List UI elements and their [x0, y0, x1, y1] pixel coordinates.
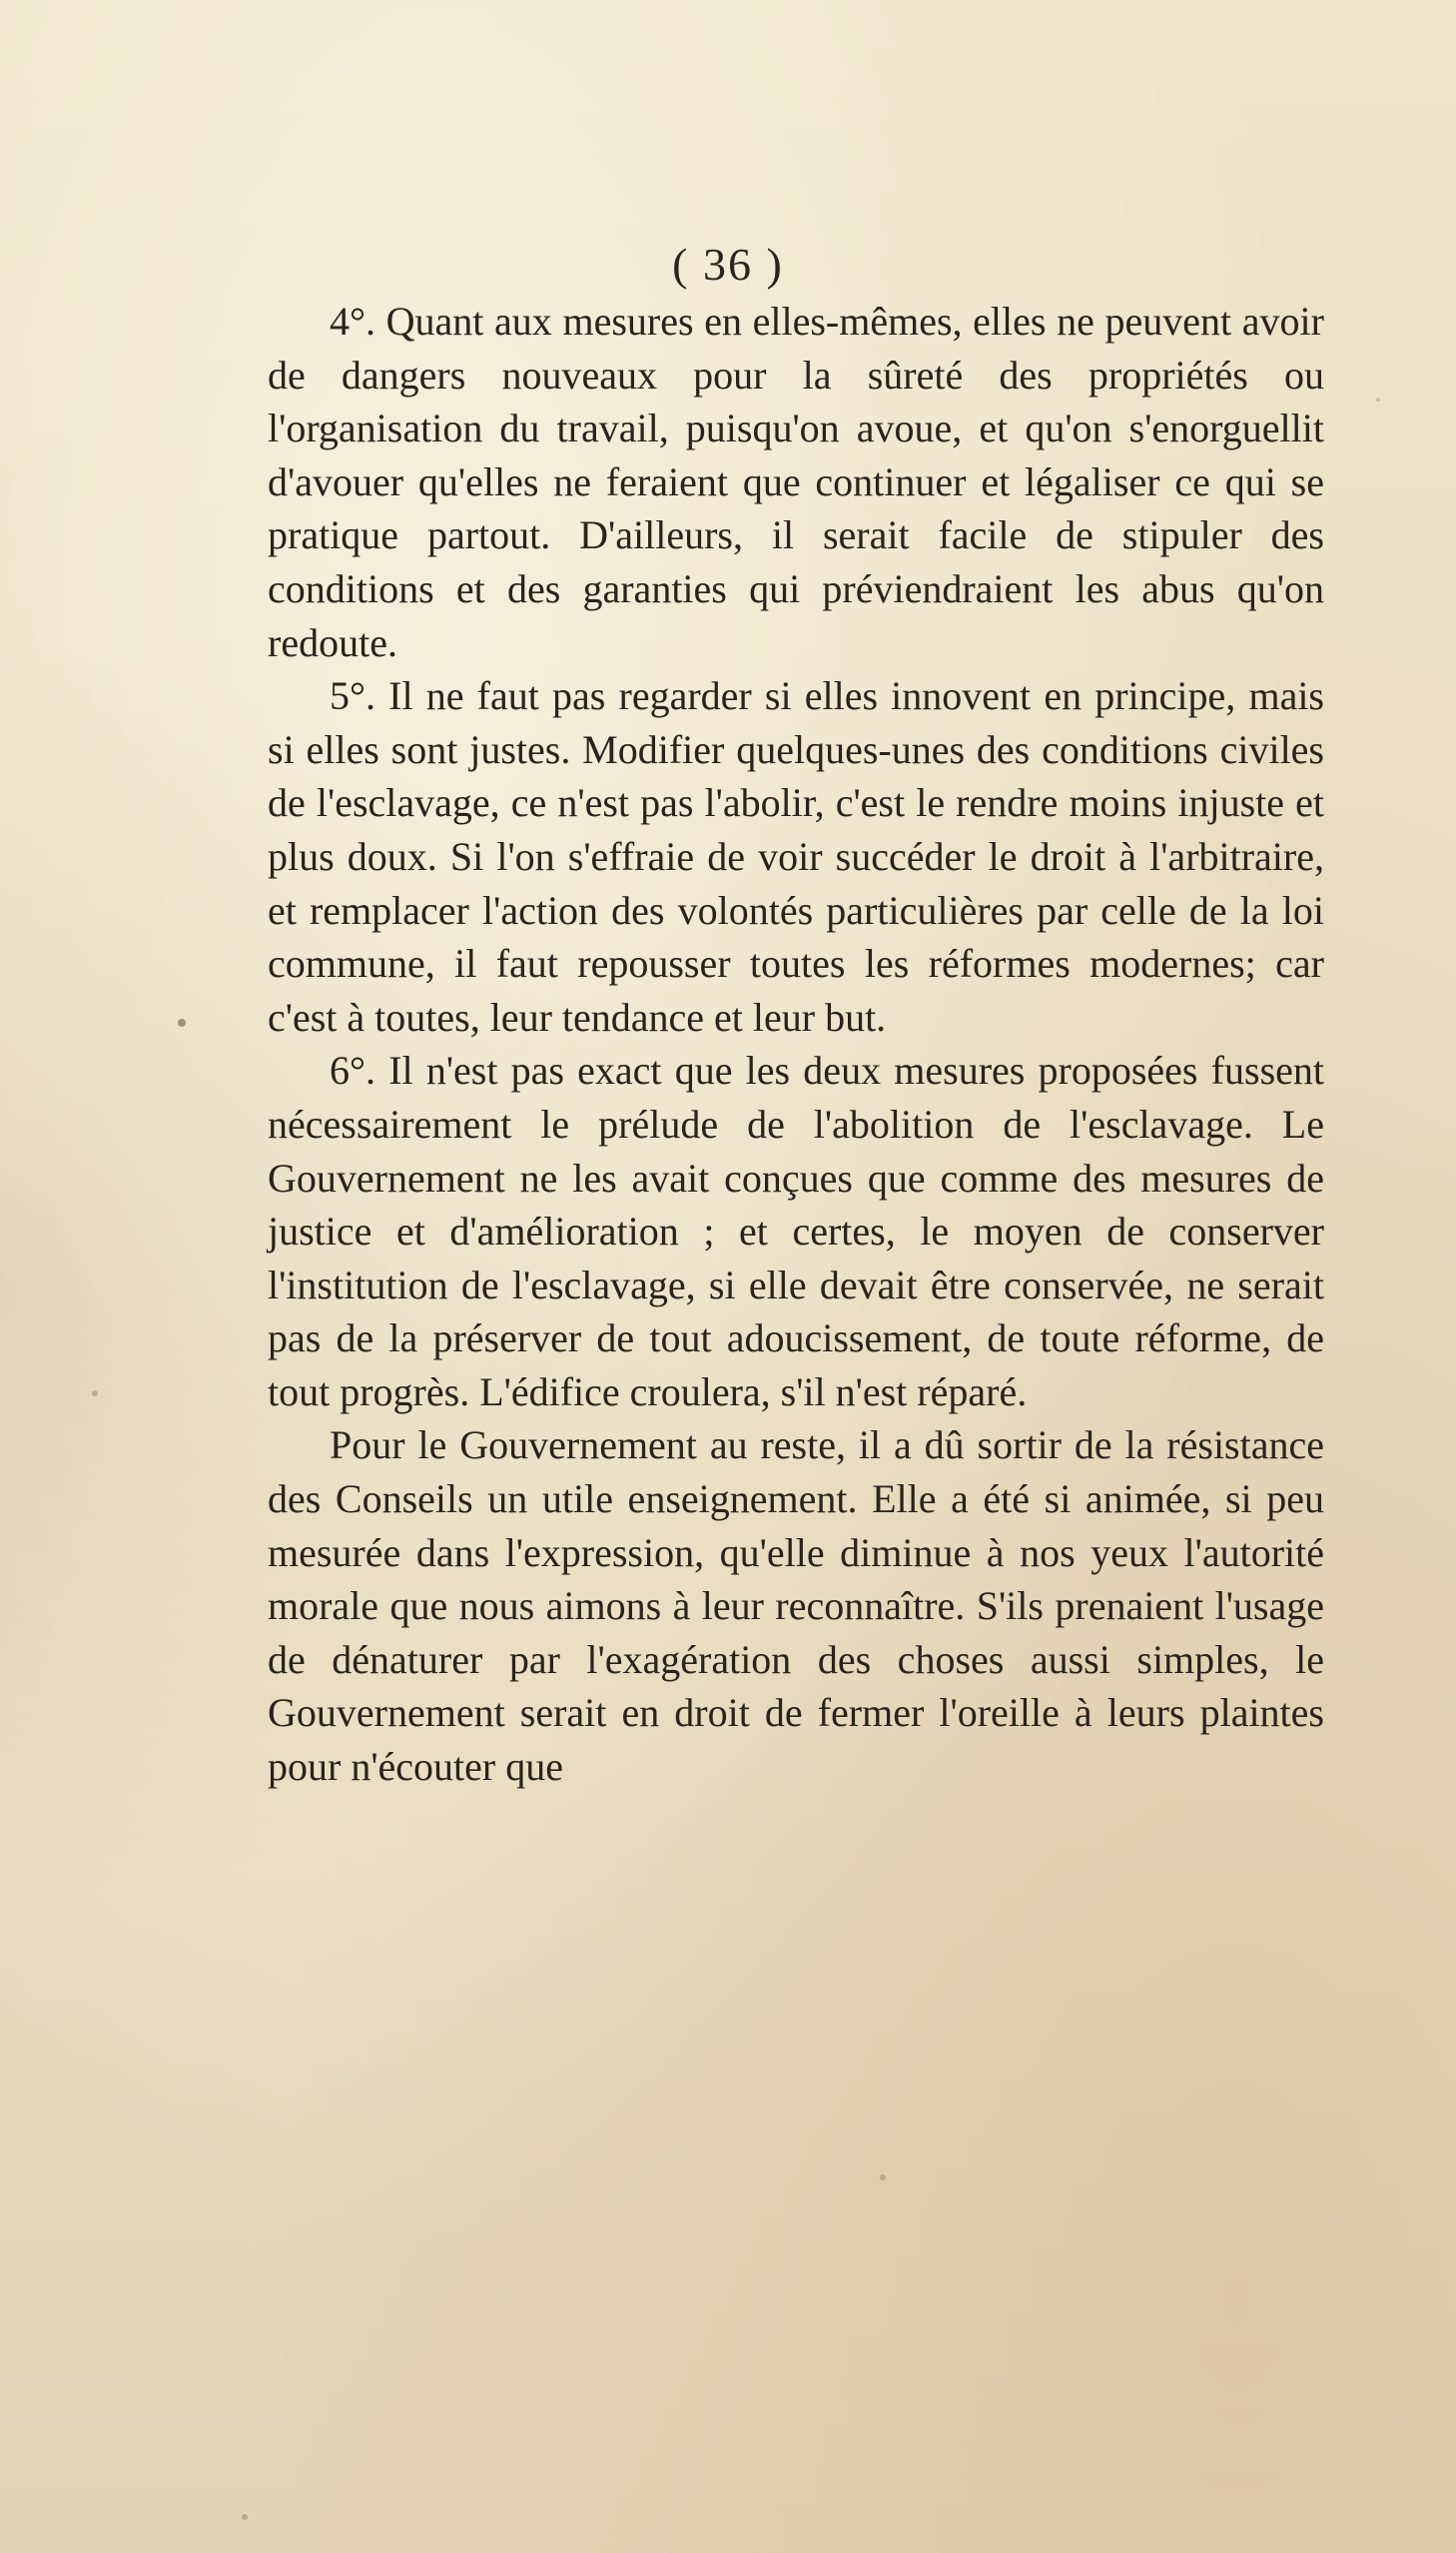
page-body	[268, 295, 1324, 1794]
paragraph-5: 5°. Il ne faut pas regarder si elles innovent en principe, mais si elles sont justes. Modifier quelques-unes des conditions civiles de l'esclavage, ce n'est pas l'abolir, c'est le rendre moins injuste et plus doux. Si l'on s'effraie de voir succéder le droit à l'arbitraire, et remplacer l'action des volontés particulières par celle de la loi commune, il faut repousser toutes les réformes modernes; car c'est à toutes, leur tendance et leur but.	[268, 673, 1324, 1040]
page-number: ( 36 )	[672, 239, 784, 290]
paragraph-conclusion: Pour le Gouvernement au reste, il a dû sortir de la résistance des Conseils un utile enseignement. Elle a été si animée, si peu mesurée dans l'expression, qu'elle diminue à nos yeux l'autorité morale que nous aimons à leur reconnaître. S'ils prenaient l'usage de dénaturer par l'exagération des choses aussi simples, le Gouvernement serait en droit de fermer l'oreille à leurs plaintes pour n'écouter que	[268, 1422, 1324, 1790]
paragraph-4: 4°. Quant aux mesures en elles-mêmes, elles ne peuvent avoir de dangers nouveaux pour la sûreté des propriétés ou l'organisation du travail, puisqu'on avoue, et qu'on s'enorguellit d'avouer qu'elles ne feraient que continuer et légaliser ce qui se pratique partout. D'ailleurs, il serait facile de stipuler des conditions et des garanties qui préviendraient les abus qu'on redoute.	[268, 299, 1324, 665]
paragraph-6: 6°. Il n'est pas exact que les deux mesures proposées fussent nécessairement le prélude de l'abolition de l'esclavage. Le Gouvernement ne les avait conçues que comme des mesures de justice et d'amélioration ; et certes, le moyen de conserver l'institution de l'esclavage, si elle devait être conservée, ne serait pas de la préserver de tout adoucissement, de toute réforme, de tout progrès. L'édifice croulera, s'il n'est réparé.	[268, 1048, 1324, 1414]
